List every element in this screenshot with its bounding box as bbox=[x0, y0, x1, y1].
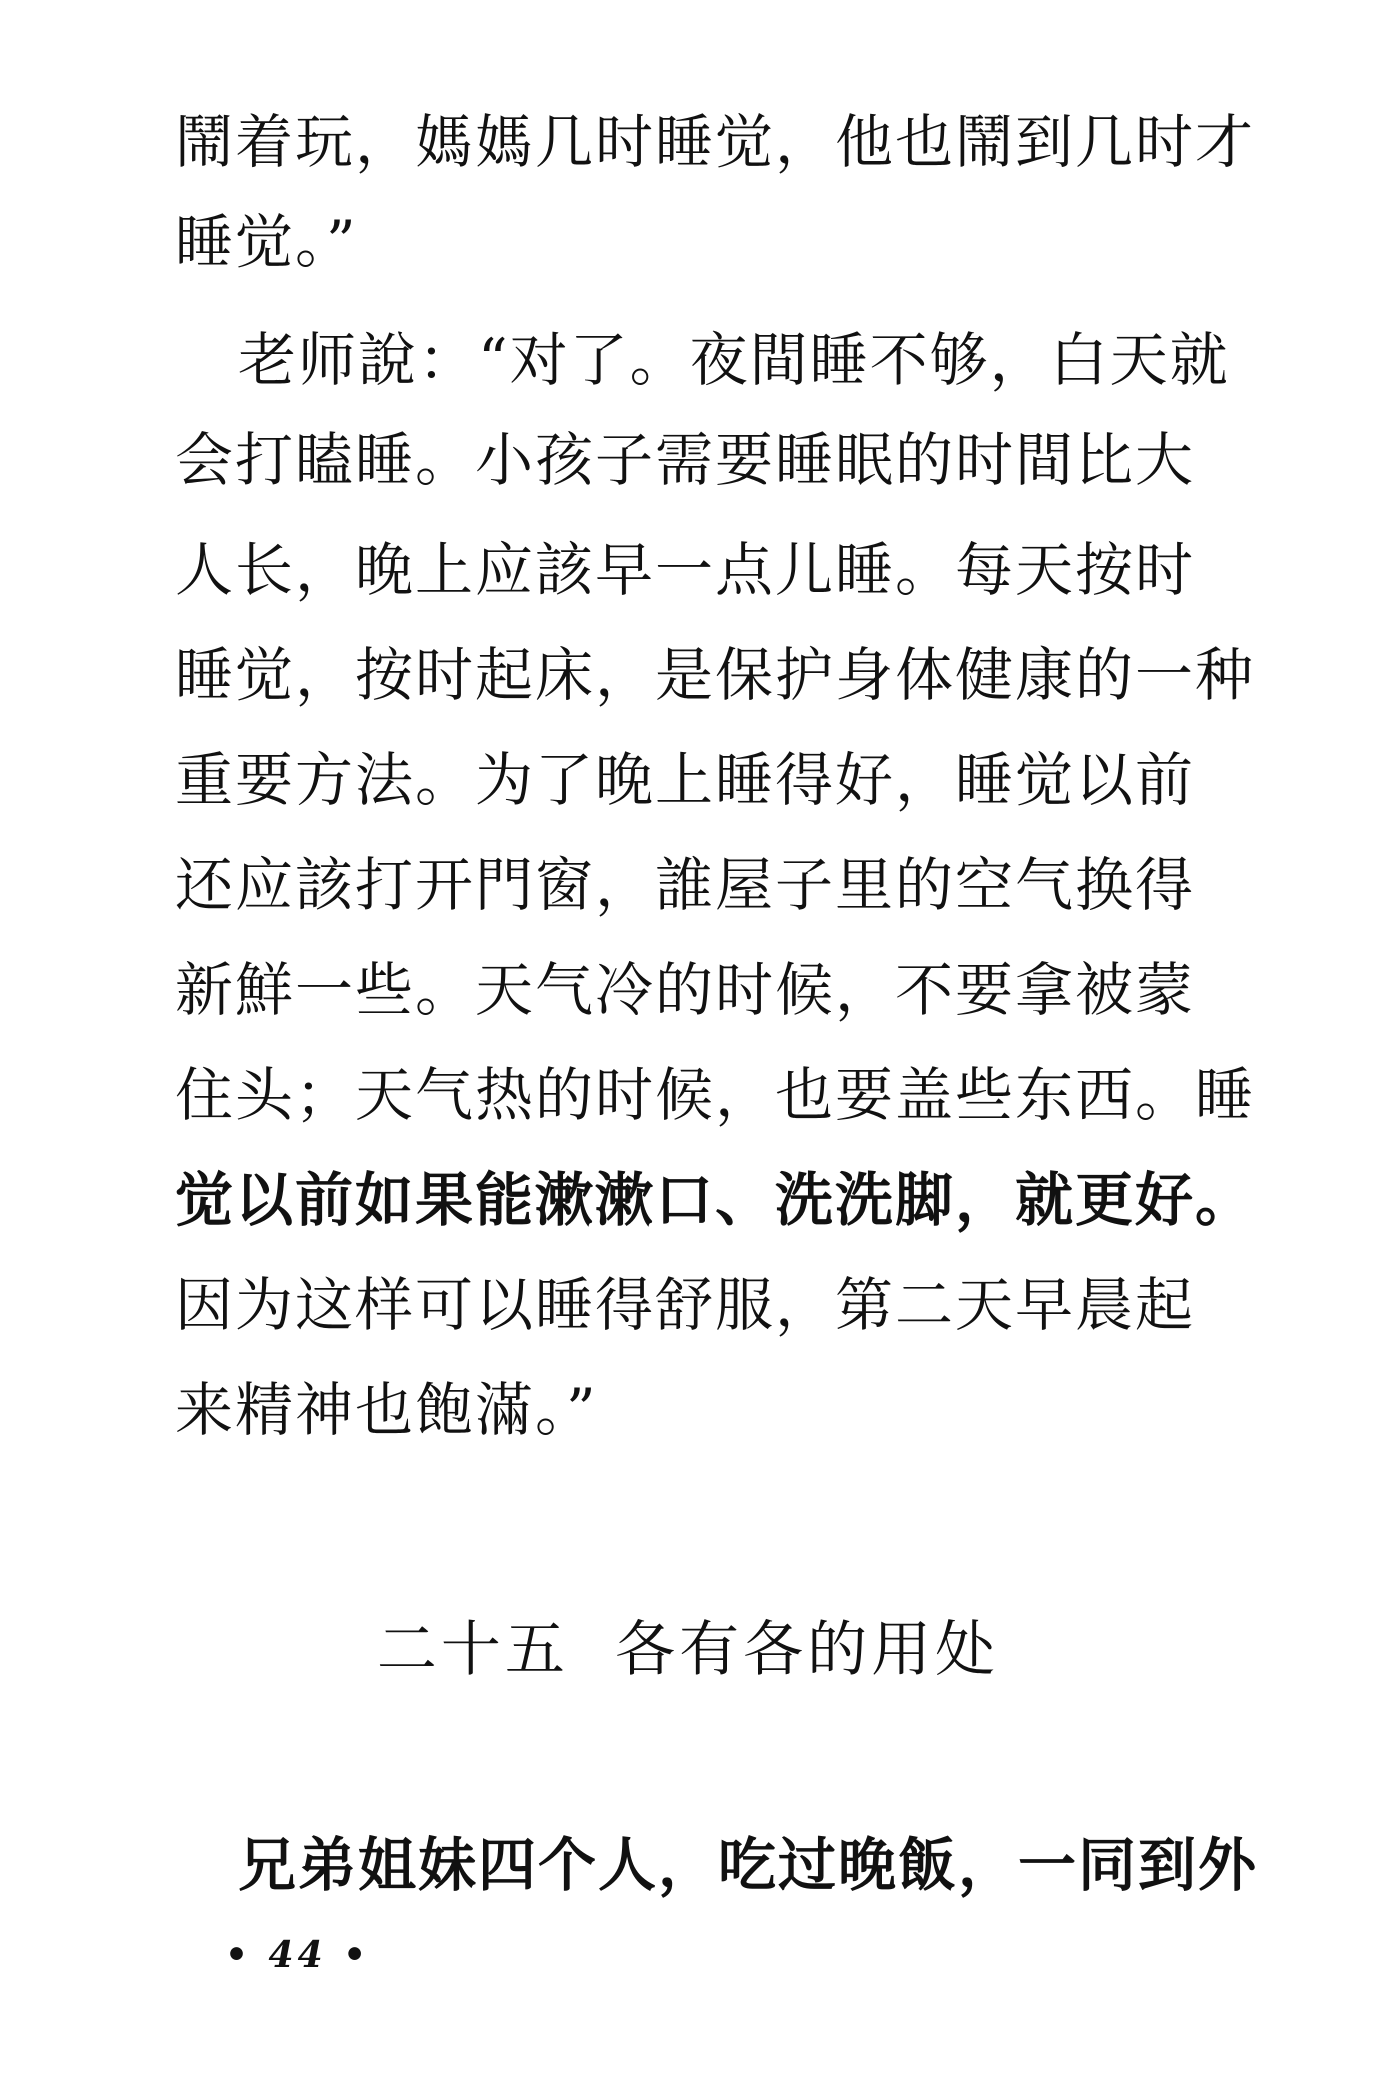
text-line-10: 住头；天气热的时候，也要盖些东西。睡 bbox=[175, 1061, 1256, 1129]
text-line-3: 老师說：“对了。夜間睡不够，白天就 bbox=[238, 326, 1230, 394]
text-line-8: 还应該打开門窗，誰屋子里的空气换得 bbox=[175, 851, 1196, 919]
text-line-5: 人长，晚上应該早一点儿睡。每天按时 bbox=[175, 536, 1196, 604]
page-number: • 44 • bbox=[225, 1934, 371, 1976]
text-line-7: 重要方法。为了晚上睡得好，睡觉以前 bbox=[175, 746, 1196, 814]
text-line-2: 睡觉。” bbox=[175, 208, 358, 276]
text-line-11: 觉以前如果能漱漱口、洗洗脚，就更好。 bbox=[175, 1166, 1256, 1234]
text-line-1: 鬧着玩，媽媽几时睡觉，他也鬧到几时才 bbox=[175, 108, 1256, 176]
text-line-13: 来精神也飽滿。” bbox=[175, 1376, 598, 1444]
text-line-6: 睡觉，按时起床，是保护身体健康的一种 bbox=[175, 641, 1256, 709]
text-line-12: 因为这样可以睡得舒服，第二天早晨起 bbox=[175, 1271, 1196, 1339]
text-line-4: 会打瞌睡。小孩子需要睡眠的时間比大 bbox=[175, 426, 1196, 494]
text-line-9: 新鮮一些。天气冷的时候，不要拿被蒙 bbox=[175, 956, 1196, 1024]
section-heading: 二十五 各有各的用处 bbox=[376, 1615, 1000, 1685]
text-line-final: 兄弟姐妹四个人，吃过晚飯，一同到外 bbox=[238, 1831, 1259, 1899]
